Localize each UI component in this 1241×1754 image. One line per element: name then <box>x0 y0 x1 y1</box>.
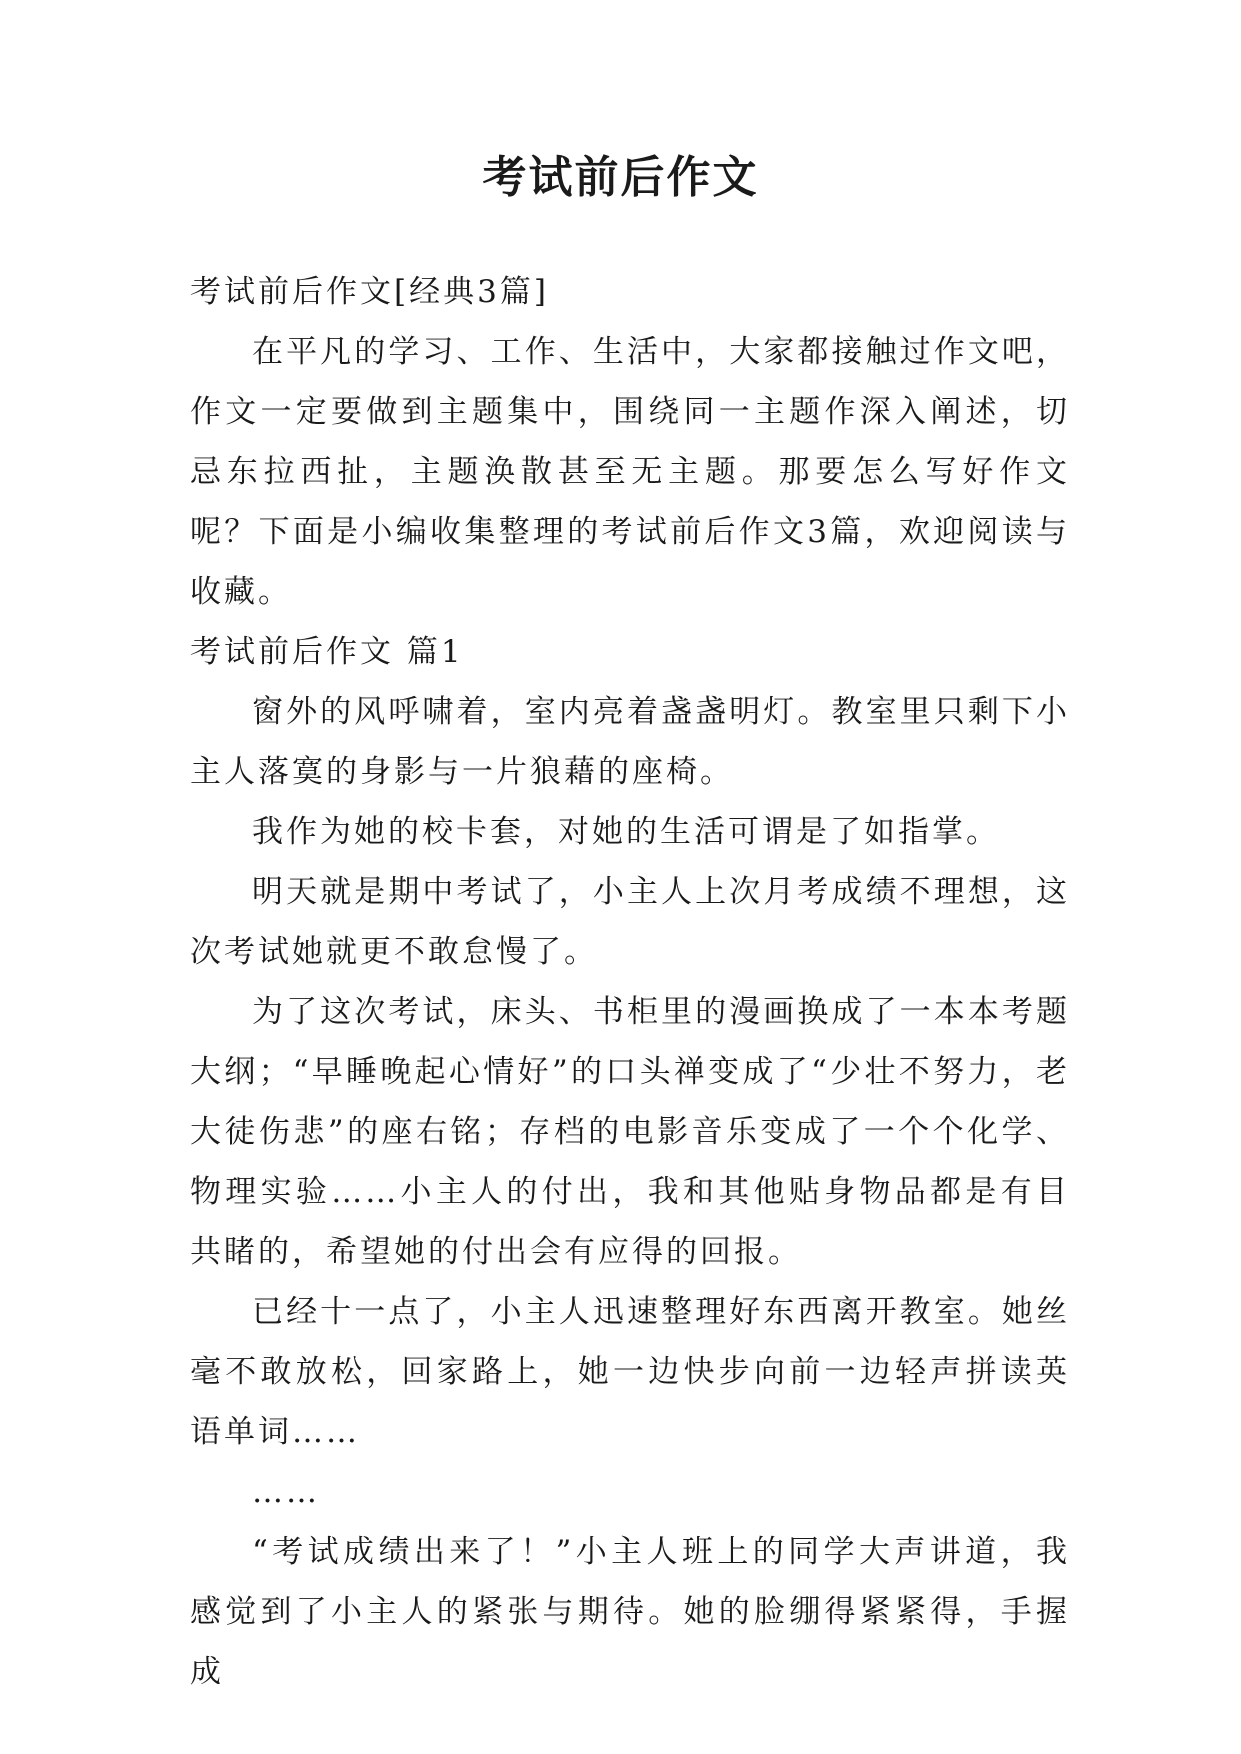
section-heading: 考试前后作文 篇1 <box>190 634 464 670</box>
body-paragraph: 窗外的风呼啸着，室内亮着盏盏明灯。教室里只剩下小主人落寞的身影与一片狼藉的座椅。 <box>190 694 1070 790</box>
body-paragraph: 我作为她的校卡套，对她的生活可谓是了如指掌。 <box>252 814 1000 850</box>
document-body <box>190 262 1070 1702</box>
body-paragraph: 为了这次考试，床头、书柜里的漫画换成了一本本考题大纲；“早睡晚起心情好”的口头禅变成了“少壮不努力，老大徒伤悲”的座右铭；存档的电影音乐变成了一个个化学、物理实验……小主人的付出，我和其他贴身物品都是有目共睹的，希望她的付出会有应得的回报。 <box>190 994 1070 1270</box>
ellipsis-paragraph: …… <box>252 1474 320 1510</box>
document-subtitle: 考试前后作文[经典3篇] <box>190 274 549 310</box>
body-paragraph: 明天就是期中考试了，小主人上次月考成绩不理想，这次考试她就更不敢怠慢了。 <box>190 874 1070 970</box>
body-paragraph: “考试成绩出来了！”小主人班上的同学大声讲道，我感觉到了小主人的紧张与期待。她的脸绷得紧紧得，手握成 <box>190 1534 1070 1690</box>
body-paragraph: 已经十一点了，小主人迅速整理好东西离开教室。她丝毫不敢放松，回家路上，她一边快步向前一边轻声拼读英语单词…… <box>190 1294 1070 1450</box>
intro-paragraph: 在平凡的学习、工作、生活中，大家都接触过作文吧，作文一定要做到主题集中，围绕同一主题作深入阐述，切忌东拉西扯，主题涣散甚至无主题。那要怎么写好作文呢？下面是小编收集整理的考试前后作文3篇，欢迎阅读与收藏。 <box>190 334 1070 610</box>
document-title: 考试前后作文 <box>482 152 759 203</box>
